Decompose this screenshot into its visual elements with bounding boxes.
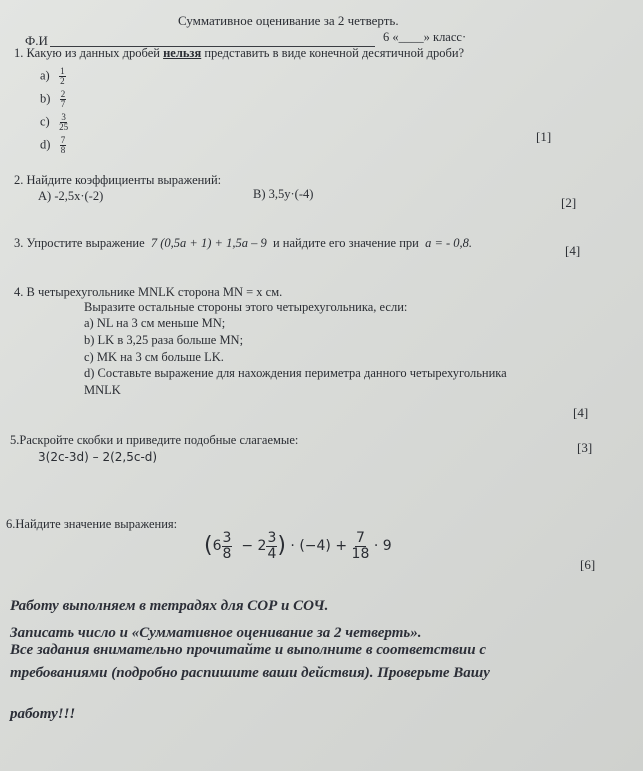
q3-value: a = - 0,8.	[425, 236, 473, 250]
q3-expression: 7 (0,5a + 1) + 1,5a – 9	[150, 236, 267, 250]
q2-mark: [2]	[561, 195, 577, 210]
fio-label: Ф.И	[25, 33, 48, 48]
q2-part-b: В) 3,5y·(-4)	[253, 187, 314, 201]
q4-item-d: d) Составьте выражение для нахождения периметра данного четырехугольника	[84, 366, 507, 380]
q4-item-c: c) MK на 3 см больше LK.	[84, 350, 224, 364]
q2-text: 2. Найдите коэффициенты выражений:	[14, 173, 222, 187]
q1-option-b: b) $\frac{2}{7}$	[40, 89, 66, 109]
class-field: 6 «____» класс·	[383, 30, 467, 44]
q1-mark: [1]	[536, 129, 552, 144]
q4-item-d-cont: MNLK	[84, 383, 121, 397]
q1-emphasis: нельзя	[163, 46, 202, 60]
q5-expression: 3(2c-3d) – 2(2,5c-d)	[38, 450, 158, 464]
page-title: Суммативное оценивание за 2 четверть.	[178, 13, 399, 28]
q4-mark: [4]	[573, 405, 589, 420]
q4-title: 4. В четырехугольнике MNLK сторона MN = x см.	[14, 285, 283, 299]
q5-mark: [3]	[577, 440, 593, 455]
q1-option-a: a) $\frac{1}{2}$	[40, 66, 65, 86]
q2-part-a: А) -2,5x·(-2)	[38, 189, 104, 203]
q6-expression: (6 $\frac{3}{8}$ − 2 $\frac{3}{4}$ ) · (−4) + $\frac{7}{18}$ · 9	[204, 529, 392, 562]
q1-option-d: d) $\frac{7}{8}$	[40, 135, 66, 155]
q3-mark: [4]	[565, 243, 581, 258]
q6-title: 6.Найдите значение выражения:	[6, 517, 178, 531]
q5-title: 5.Раскройте скобки и приведите подобные слагаемые:	[10, 433, 299, 447]
q4-subtitle: Выразите остальные стороны этого четырехугольника, если:	[84, 300, 408, 314]
footer-line-4: требованиями (подробно распишите ваши действия). Проверьте Вашу	[10, 665, 490, 681]
footer-line-5: работу!!!	[10, 706, 76, 722]
q4-item-b: b) LK в 3,25 раза больше MN;	[84, 333, 244, 347]
q6-mark: [6]	[580, 557, 596, 572]
q1-option-c: c) $\frac{3}{25}$	[40, 112, 69, 132]
footer-line-2: Записать число и «Суммативное оценивание за 2 четверть».	[10, 625, 422, 641]
q4-item-a: a) NL на 3 см меньше MN;	[84, 316, 226, 330]
footer-line-3: Все задания внимательно прочитайте и выполните в соответствии с	[10, 642, 486, 658]
footer-line-1: Работу выполняем в тетрадях для СОР и СОЧ.	[10, 598, 329, 614]
q1-text: 1. Какую из данных дробей нельзя представить в виде конечной десятичной дроби?	[14, 46, 465, 60]
q3-text: 3. Упростите выражение 7 (0,5a + 1) + 1,5a – 9 и найдите его значение при a = - 0,8.	[14, 236, 473, 250]
